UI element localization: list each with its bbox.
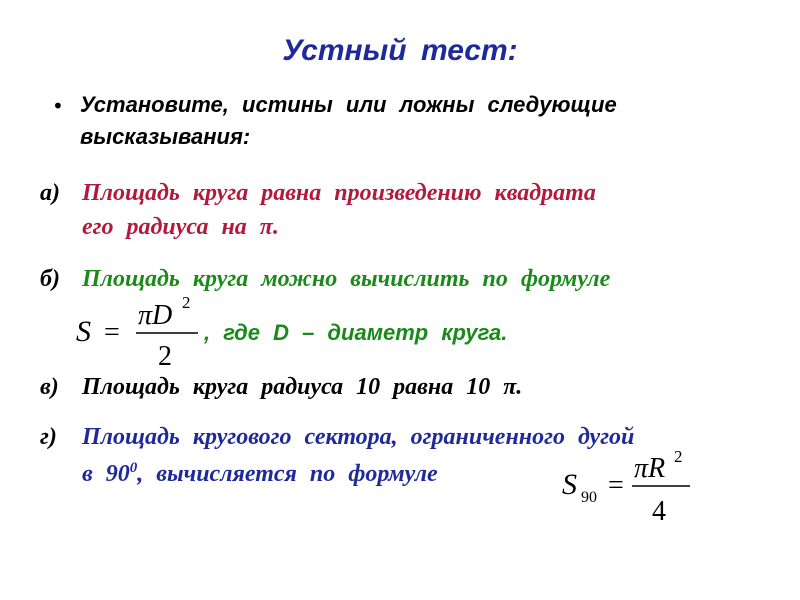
formula-sector-area xyxy=(560,450,700,530)
formula-b-lhs: S xyxy=(76,315,91,348)
item-d-degree: 0 xyxy=(129,460,138,476)
item-d-line-2-post: , вычисляется по формуле xyxy=(137,461,438,487)
item-d-line-2-pre: в 90 xyxy=(82,461,130,487)
formula-b-num: πD xyxy=(138,300,173,331)
formula-d-lhs: S xyxy=(562,468,577,501)
formula-d-den: 4 xyxy=(652,496,666,527)
item-c-label: в) xyxy=(40,374,59,400)
page-title: Устный тест: xyxy=(282,34,518,67)
bullet-icon: • xyxy=(52,94,64,118)
intro-line-2: высказывания: xyxy=(80,124,251,149)
intro-line-1: Установите, истины или ложны следующие xyxy=(80,92,617,117)
item-a-line-1: Площадь круга равна произведению квадрата xyxy=(82,180,596,206)
item-d-label: г) xyxy=(40,424,57,450)
item-b-label: б) xyxy=(40,266,60,292)
formula-d-num: πR xyxy=(634,453,666,484)
item-c-line-1: Площадь круга радиуса 10 равна 10 π. xyxy=(82,374,523,400)
formula-b-den: 2 xyxy=(158,341,172,370)
item-b-tail: , где D – диаметр круга. xyxy=(204,320,508,345)
item-a-line-2: его радиуса на π. xyxy=(82,214,279,240)
item-a-label: а) xyxy=(40,180,60,206)
formula-d-sup: 2 xyxy=(674,450,683,466)
formula-b-sup: 2 xyxy=(182,293,191,312)
formula-b-eq: = xyxy=(104,317,120,348)
item-d-line-2 xyxy=(82,460,438,488)
item-b-line-1: Площадь круга можно вычислить по формуле xyxy=(82,266,611,292)
item-d-line-1: Площадь кругового сектора, ограниченного дугой xyxy=(82,424,635,450)
formula-d-sub: 90 xyxy=(581,489,597,506)
formula-d-eq: = xyxy=(608,470,624,501)
formula-circle-area-diameter xyxy=(76,290,206,370)
